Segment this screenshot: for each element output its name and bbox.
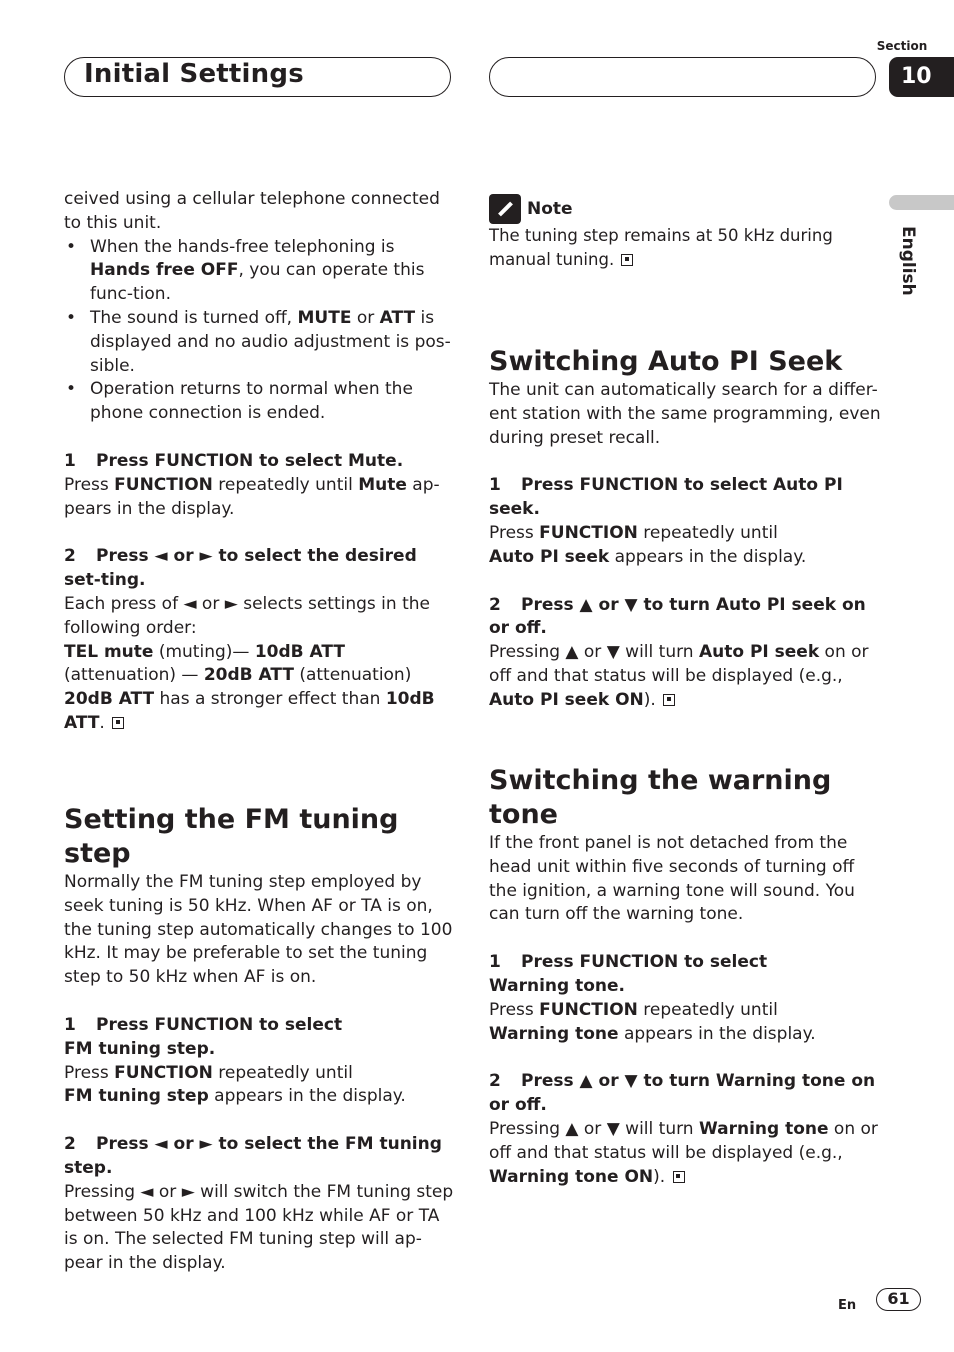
step-heading: 1 Press FUNCTION to select Warning tone. (489, 952, 768, 996)
page-header-title: Initial Settings (84, 59, 304, 89)
language-label: English (898, 226, 918, 296)
note-label: Note (527, 199, 573, 219)
step-heading: 2 Press ▲ or ▼ to turn Auto PI seek on or off. (489, 594, 866, 639)
page-number: 61 (876, 1288, 921, 1311)
note-pencil-icon (489, 194, 521, 224)
warning-tone-heading: Switching the warning tone (489, 765, 832, 830)
setting-comparison: 20dB ATT has a stronger effect than 10dB ATT. (64, 689, 435, 733)
end-mark-icon (673, 1171, 685, 1183)
step-heading: 1 Press FUNCTION to select FM tuning step. (64, 1014, 343, 1059)
language-tab-marker (889, 195, 954, 210)
fm-section-heading: Setting the FM tuning step (64, 804, 399, 869)
step-body: Each press of ◄ or ► selects settings in the following order: (64, 593, 430, 638)
bullet-item: • When the hands-free telephoning is Hands free OFF, you can operate this func-tion. (64, 236, 454, 307)
step-body: Press FUNCTION repeatedly until Auto PI seek appears in the display. (489, 522, 807, 567)
note-box (489, 194, 881, 272)
end-mark-icon (663, 694, 675, 706)
step-body: Pressing ◄ or ► will switch the FM tuning step between 50 kHz and 100 kHz while AF or TA is on. The selected FM tuning step will ap-pear in the display. (64, 1181, 454, 1274)
section-label: Section (876, 39, 928, 53)
step-heading: 1 Press FUNCTION to select Auto PI seek. (489, 475, 843, 520)
end-mark-icon (112, 717, 124, 729)
step-heading: 2 Press ◄ or ► to select the FM tuning step. (64, 1134, 442, 1178)
bullet-item: • The sound is turned off, MUTE or ATT is displayed and no audio adjustment is pos-sible. (64, 307, 454, 378)
fm-section (64, 803, 454, 1276)
step-body: Pressing ▲ or ▼ will turn Warning tone on or off and that status will be displayed (e.g., Warning tone ON). (489, 1118, 878, 1187)
intro-text: ceived using a cellular telephone connected to this unit. (64, 189, 440, 233)
step-heading: 2 Press ◄ or ► to select the desired set-ting. (64, 546, 417, 591)
bullet-item: • Operation returns to normal when the phone connection is ended. (64, 378, 454, 426)
end-mark-icon (621, 254, 633, 266)
step-heading: 2 Press ▲ or ▼ to turn Warning tone on or off. (489, 1071, 876, 1116)
fm-body: Normally the FM tuning step employed by seek tuning is 50 kHz. When AF or TA is on, the tuning step automatically changes to 100 kHz. It may be preferable to set the tuning step to 50 kHz when AF is on. (64, 872, 453, 988)
step-body: Pressing ▲ or ▼ will turn Auto PI seek on or off and that status will be displayed (e.g., Auto PI seek ON). (489, 642, 869, 710)
step-body: Press FUNCTION repeatedly until Warning tone appears in the display. (489, 999, 816, 1044)
step-heading: 1 Press FUNCTION to select Mute. (64, 450, 404, 471)
setting-order: TEL mute (muting)— 10dB ATT (attenuation) — 20dB ATT (attenuation) (64, 641, 412, 686)
step-body: Press FUNCTION repeatedly until FM tuning step appears in the display. (64, 1062, 406, 1107)
left-column (64, 188, 454, 736)
warning-tone-section (489, 764, 881, 1189)
warning-tone-body: If the front panel is not detached from the head unit within five seconds of turning off the ignition, a warning tone will sound. You can turn off the warning tone. (489, 833, 855, 925)
header-blank-frame (489, 57, 876, 97)
section-number-tab: 10 (889, 57, 954, 97)
auto-pi-heading: Switching Auto PI Seek (489, 346, 843, 377)
note-text: The tuning step remains at 50 kHz during manual tuning. (489, 226, 833, 269)
auto-pi-body: The unit can automatically search for a differ-ent station with the same programming, even during preset recall. (489, 380, 881, 448)
step-body: Press FUNCTION repeatedly until Mute ap-pears in the display. (64, 474, 440, 519)
auto-pi-section (489, 345, 881, 713)
footer-language-code: En (838, 1298, 857, 1313)
